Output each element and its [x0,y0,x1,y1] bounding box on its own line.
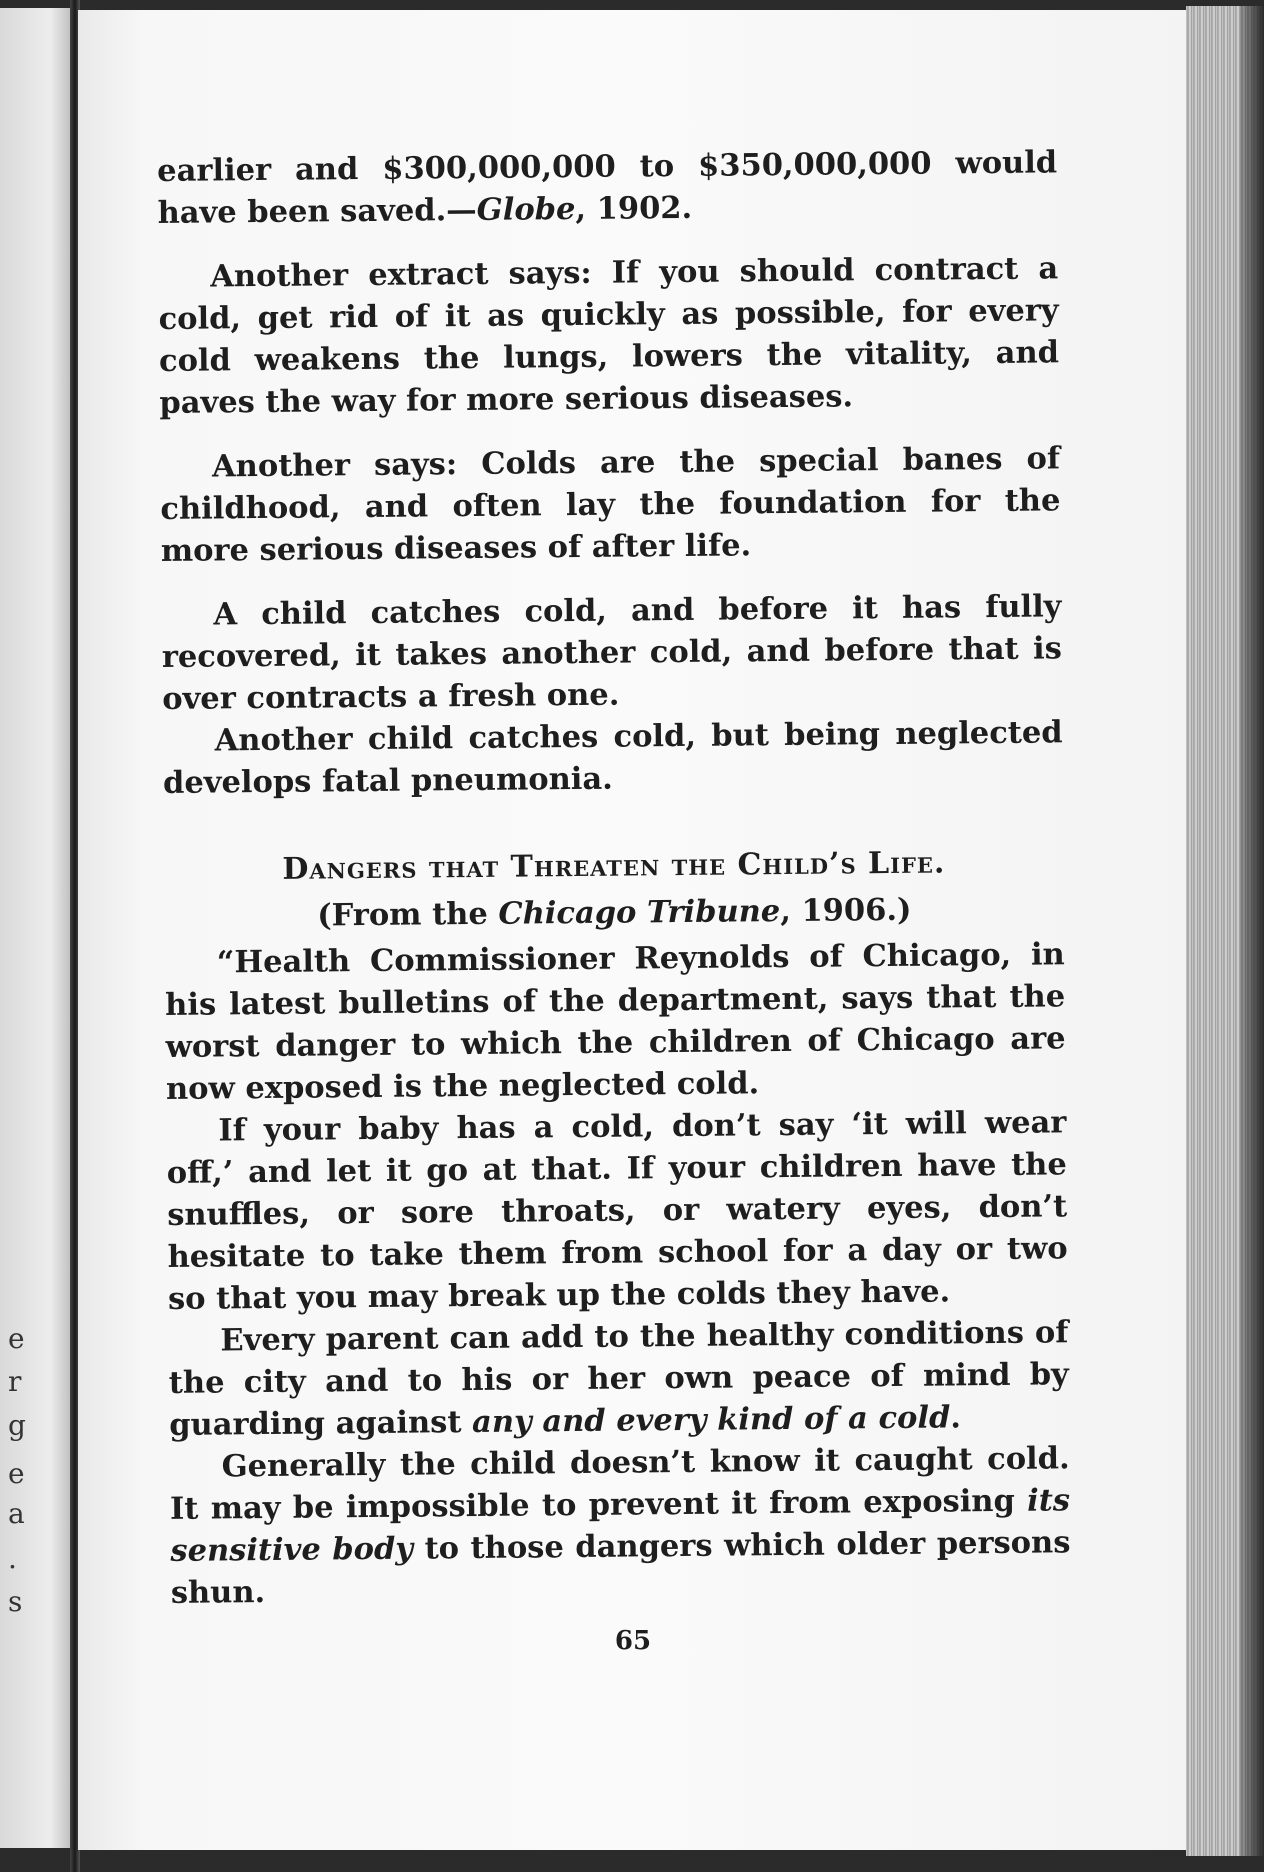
source-title: Chicago Tribune [498,893,781,932]
text-run: Every parent can add to the healthy conditions of the city and to his or her own peace of mind by guarding against [168,1314,1069,1443]
italic-text: its sensitive body [170,1482,1071,1569]
text-run: Another says: Colds are the special banes of childhood, and often lay the foundation for the more serious diseases of after life. [160,440,1061,569]
source-suffix: , 1906.) [780,891,912,930]
article-paragraphs [165,933,1071,1614]
text-run: A child catches cold, and before it has fully recovered, it takes another cold, and before that is over contracts a fresh one. [161,588,1062,717]
section-source [164,887,1064,938]
paragraph [157,141,1058,234]
left-page-char: g [8,1409,26,1442]
left-page-char: e [8,1457,25,1490]
paragraph [168,1311,1069,1446]
paragraph [161,585,1062,720]
page-text [157,141,1071,1614]
text-run: Generally the child doesn’t know it caught cold. It may be impossible to prevent it from exposing [169,1440,1070,1527]
text-run: , 1902. [575,189,693,227]
left-page-char: s [8,1585,23,1618]
paragraph [166,1101,1068,1320]
paragraph [169,1437,1071,1614]
left-page-char: e [8,1322,25,1355]
left-page-char: . [8,1542,17,1575]
section-heading: Dangers that Threaten the Child’s Life. [282,845,946,887]
left-page-char: a [8,1497,25,1530]
page-edges [1186,6,1264,1856]
text-run: Another child catches cold, but being neglected develops fatal pneumonia. [162,714,1063,801]
intro-paragraphs [157,141,1063,804]
paragraph [158,247,1060,424]
paragraph [160,437,1061,572]
source-prefix: (From the [317,895,499,934]
text-run: to those dangers which older persons shun. [170,1524,1071,1611]
italic-text: any and every kind of a cold [471,1399,951,1441]
paragraph [165,933,1067,1110]
text-run: “Health Commissioner Reynolds of Chicago, in his latest bulletins of the department, says that the worst danger to which the children of Chicago are now exposed is the neglected cold. [165,936,1066,1107]
left-page-char: r [8,1365,22,1398]
italic-text: Globe [476,190,576,228]
text-run: earlier and $300,000,000 to $350,000,000 would have been saved.— [157,144,1058,231]
text-run: . [950,1399,962,1436]
text-run: Another extract says: If you should contract a cold, get rid of it as quickly as possible, for every cold weakens the lungs, lowers the vitality, and paves the way for more serious diseases. [158,250,1060,421]
text-run: If your baby has a cold, don’t say ‘it will wear off,’ and let it go at that. If your children have the snuffles, or sore throats, or watery eyes, don’t hesitate to take them from school for a day or two so that you may break up the colds they have. [166,1104,1068,1317]
page-number: 65 [614,1626,652,1656]
left-page-edge [0,8,72,1848]
paragraph [162,711,1063,804]
